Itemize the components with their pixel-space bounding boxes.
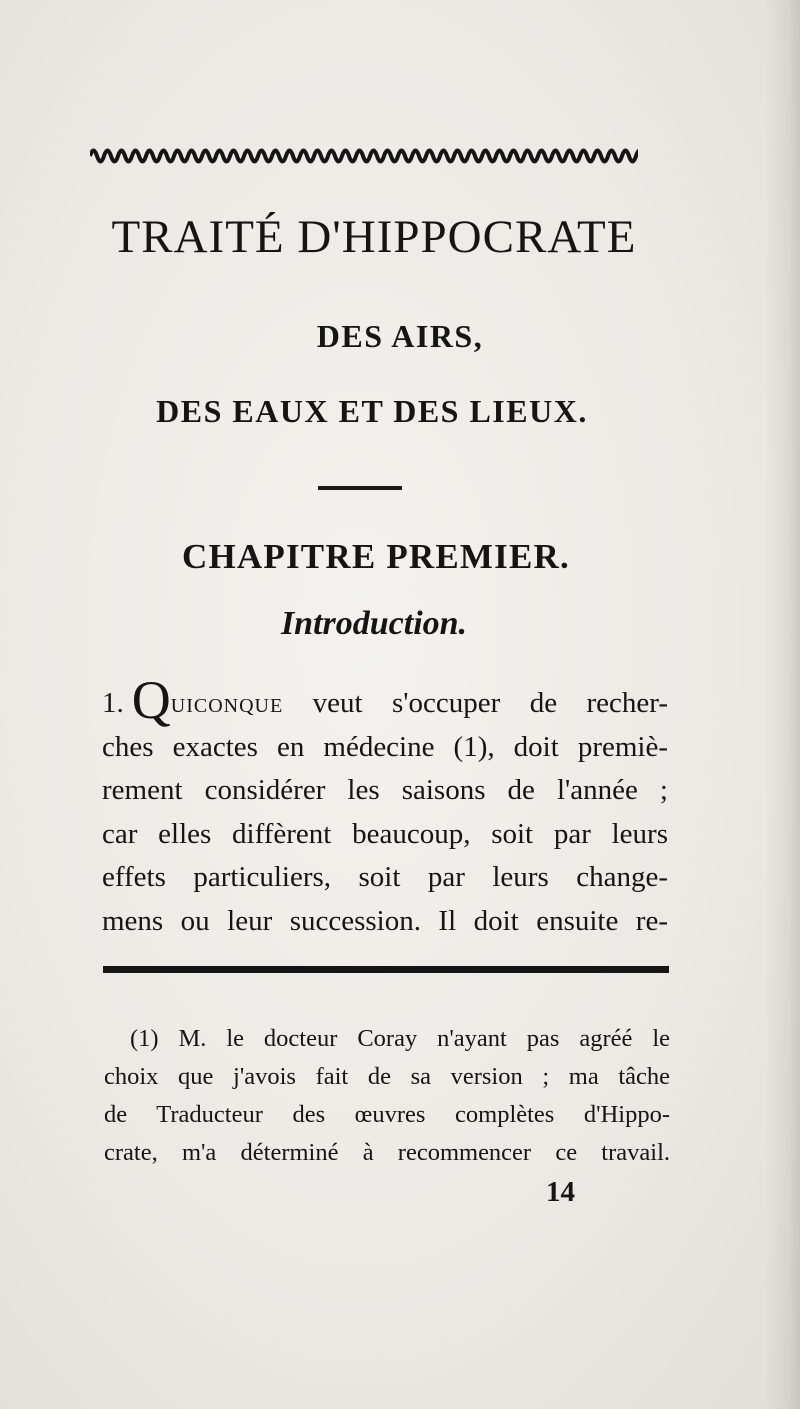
- smallcaps-word: uiconque: [170, 687, 284, 719]
- footnote-line: choix que j'avois fait de sa version ; ma tâche: [104, 1063, 670, 1090]
- paragraph-first-line: [102, 670, 668, 730]
- footnote-line: crate, m'a déterminé à recommencer ce travail.: [104, 1139, 670, 1166]
- page-number: 14: [546, 1176, 575, 1208]
- subtitle-line-2: DES EAUX ET DES LIEUX.: [156, 393, 588, 429]
- body-line: effets particuliers, soit par leurs change-: [102, 861, 668, 893]
- subtitle-line-1: DES AIRS,: [316, 318, 484, 354]
- footnote-line: (1) M. le docteur Coray n'ayant pas agréé le: [130, 1025, 670, 1052]
- drop-initial: Q: [131, 670, 171, 730]
- first-line-rest: veut s'occuper de recher-: [283, 687, 668, 719]
- paragraph-number: 1.: [102, 687, 124, 719]
- title-divider: [318, 486, 402, 490]
- section-heading: Introduction.: [280, 605, 468, 642]
- book-title: TRAITÉ D'HIPPOCRATE: [111, 211, 637, 263]
- body-line: rement considérer les saisons de l'année ;: [102, 774, 668, 806]
- body-line: car elles diffèrent beaucoup, soit par leurs: [102, 817, 668, 850]
- footnote: [104, 1020, 670, 1172]
- chapter-heading: CHAPITRE PREMIER.: [182, 537, 570, 576]
- ornamental-border: [90, 143, 638, 169]
- footnote-line: de Traducteur des œuvres complètes d'Hippo-: [104, 1101, 670, 1128]
- body-line: mens ou leur succession. Il doit ensuite re-: [102, 904, 668, 937]
- body-paragraph: [102, 670, 668, 943]
- body-line: ches exactes en médecine (1), doit premiè-: [102, 730, 668, 763]
- footnote-rule: [103, 966, 669, 973]
